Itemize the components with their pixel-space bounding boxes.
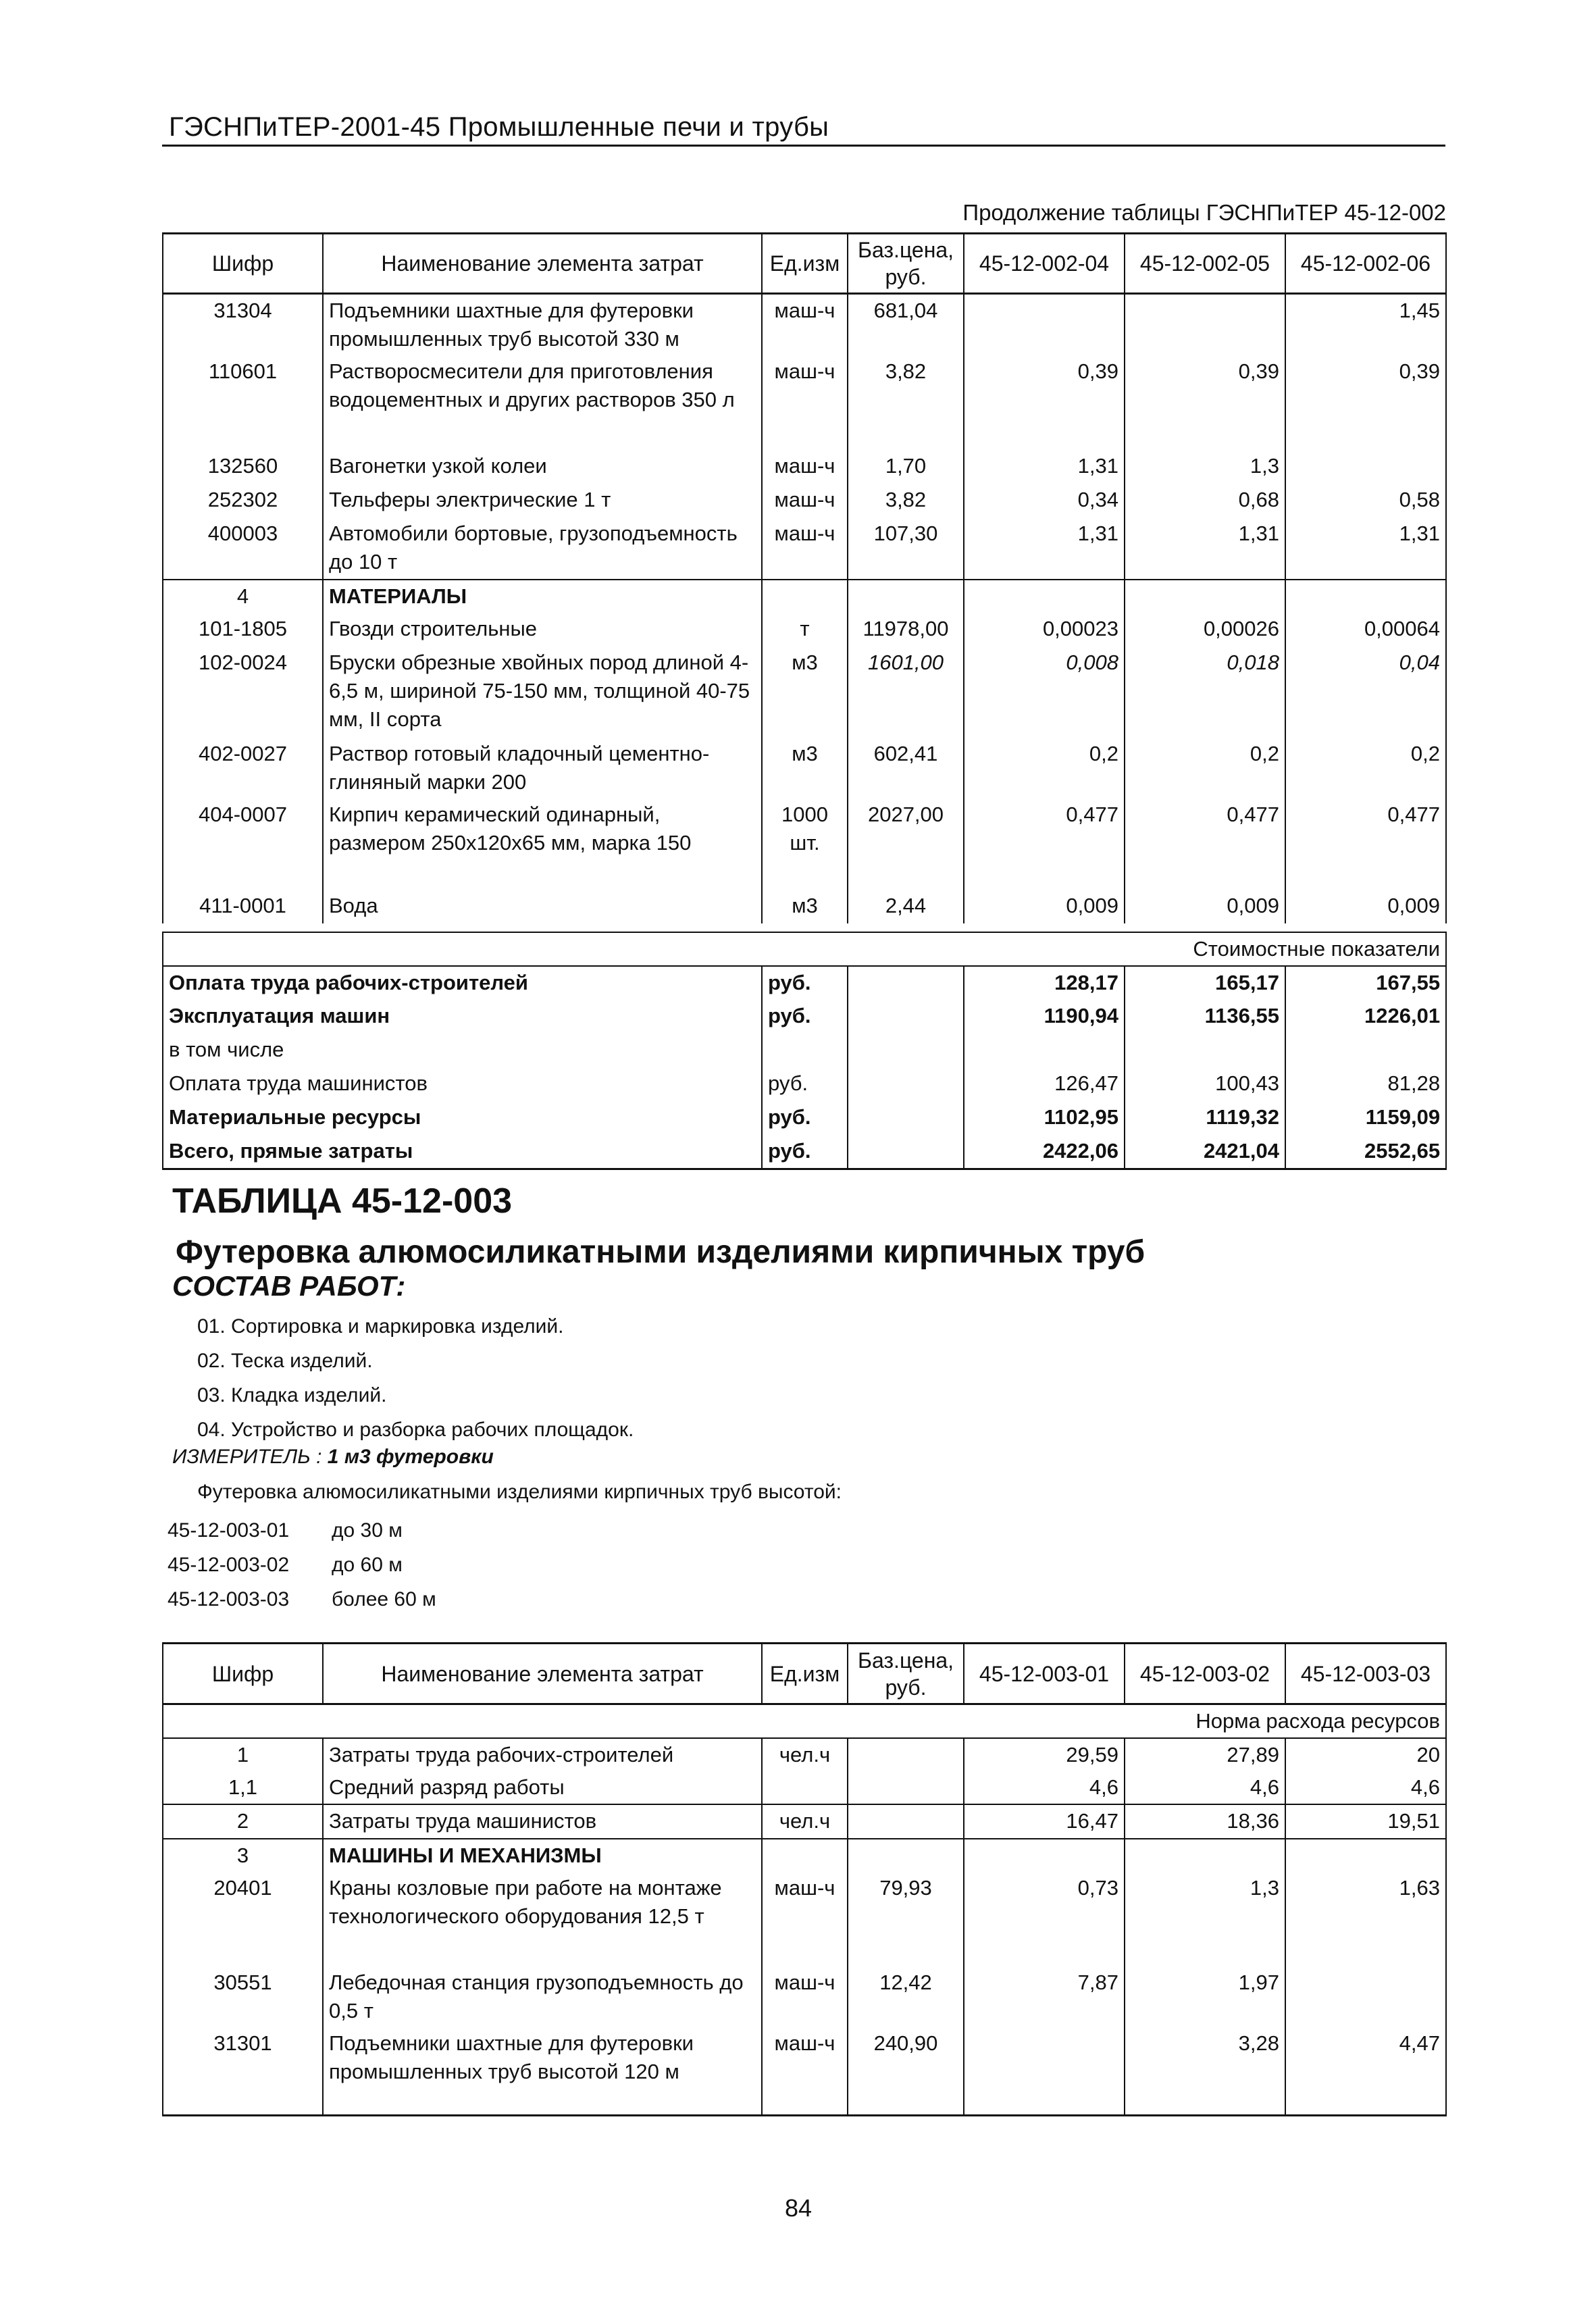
- table-row: [163, 798, 1446, 890]
- cell-value: [1285, 450, 1446, 484]
- column-header: Шифр: [163, 234, 323, 294]
- cell-price: [848, 1067, 964, 1101]
- cell-unit: т: [762, 613, 848, 646]
- cell-value: 1136,55: [1125, 1000, 1285, 1034]
- list-item: [168, 1582, 436, 1617]
- cell-value: 1,3: [1125, 1872, 1285, 1966]
- cell-price: 2,44: [848, 890, 964, 923]
- cell-name: Оплата труда машинистов: [163, 1067, 762, 1101]
- cell-code: 31304: [163, 294, 323, 356]
- cell-unit: [762, 1839, 848, 1872]
- table-row: [163, 1872, 1446, 1966]
- cell-unit: м3: [762, 738, 848, 798]
- cell-price: 3,82: [848, 484, 964, 517]
- table-row: [163, 1067, 1446, 1101]
- column-header: Ед.изм: [762, 234, 848, 294]
- cell-price: 2027,00: [848, 798, 964, 890]
- cell-code: 102-0024: [163, 646, 323, 738]
- cell-unit: [762, 1034, 848, 1067]
- cell-price: [848, 580, 964, 613]
- table-row: [163, 738, 1446, 798]
- cell-value: [1285, 1034, 1446, 1067]
- table-row: [163, 966, 1446, 1000]
- cell-code: 400003: [163, 517, 323, 579]
- cell-name: Вода: [323, 890, 762, 923]
- cell-unit: руб.: [762, 1101, 848, 1135]
- cell-unit: руб.: [762, 1067, 848, 1101]
- table-row: [163, 1771, 1446, 1804]
- cell-value: 19,51: [1285, 1804, 1446, 1838]
- cell-name: Подъемники шахтные для футеровки промышленных труб высотой 330 м: [323, 294, 762, 356]
- column-header: Наименование элемента затрат: [323, 234, 762, 294]
- table-row: [163, 1101, 1446, 1135]
- cell-name: Растворосмесители для приготовления водоцементных и других растворов 350 л: [323, 355, 762, 450]
- section-title: ТАБЛИЦА 45-12-003: [172, 1181, 513, 1221]
- cell-code: 110601: [163, 355, 323, 450]
- cell-value: 1,31: [964, 450, 1125, 484]
- cell-value: 0,008: [964, 646, 1125, 738]
- meter-label: ИЗМЕРИТЕЛЬ :: [172, 1446, 322, 1468]
- cell-code: 1: [163, 1738, 323, 1771]
- cell-value: 0,477: [1125, 798, 1285, 890]
- cell-value: [1125, 1034, 1285, 1067]
- code: 45-12-003-01: [168, 1519, 290, 1542]
- cell-value: [1125, 1839, 1285, 1872]
- cell-value: 0,00023: [964, 613, 1125, 646]
- table-section-row: [163, 580, 1446, 613]
- cell-value: 1,3: [1125, 450, 1285, 484]
- cell-code: 31301: [163, 2027, 323, 2115]
- cell-value: 0,73: [964, 1872, 1125, 1966]
- cell-price: 681,04: [848, 294, 964, 356]
- cell-value: 0,39: [964, 355, 1125, 450]
- cell-value: 4,6: [1285, 1771, 1446, 1804]
- cell-code: 20401: [163, 1872, 323, 1966]
- table-row: [163, 646, 1446, 738]
- cell-name: Краны козловые при работе на монтаже технологического оборудования 12,5 т: [323, 1872, 762, 1966]
- intro-text: Футеровка алюмосиликатными изделиями кирпичных труб высотой:: [197, 1481, 842, 1503]
- cell-value: 0,39: [1125, 355, 1285, 450]
- cell-price: 12,42: [848, 1966, 964, 2027]
- cell-unit: маш-ч: [762, 2027, 848, 2115]
- cell-value: 0,39: [1285, 355, 1446, 450]
- table-row: [163, 517, 1446, 579]
- cell-unit: руб.: [762, 966, 848, 1000]
- table-row: [163, 613, 1446, 646]
- cell-value: 1119,32: [1125, 1101, 1285, 1135]
- cell-unit: чел.ч: [762, 1738, 848, 1771]
- cell-code: 402-0027: [163, 738, 323, 798]
- cell-value: 1,63: [1285, 1872, 1446, 1966]
- cell-value: 0,018: [1125, 646, 1285, 738]
- cell-value: 100,43: [1125, 1067, 1285, 1101]
- cell-code: 2: [163, 1804, 323, 1838]
- cell-unit: маш-ч: [762, 294, 848, 356]
- table-row: [163, 2027, 1446, 2115]
- cell-name: Материальные ресурсы: [163, 1101, 762, 1135]
- cell-code: 411-0001: [163, 890, 323, 923]
- cell-value: [1125, 580, 1285, 613]
- cell-unit: м3: [762, 890, 848, 923]
- running-head: ГЭСНПиТЕР-2001-45 Промышленные печи и трубы: [169, 112, 829, 142]
- cell-code: 101-1805: [163, 613, 323, 646]
- column-header: 45-12-002-04: [964, 234, 1125, 294]
- cell-unit: маш-ч: [762, 1872, 848, 1966]
- resource-table-45-12-002: [162, 232, 1447, 923]
- cost-band-label: Стоимостные показатели: [163, 932, 1446, 966]
- cell-price: [848, 1135, 964, 1169]
- table-row: [163, 890, 1446, 923]
- works-heading: СОСТАВ РАБОТ:: [172, 1270, 406, 1302]
- cell-value: 0,009: [964, 890, 1125, 923]
- list-item: 03. Кладка изделий.: [197, 1384, 387, 1406]
- cell-value: [1285, 1839, 1446, 1872]
- column-header: Наименование элемента затрат: [323, 1644, 762, 1704]
- section-subtitle: Футеровка алюмосиликатными изделиями кирпичных труб: [176, 1234, 1145, 1270]
- cell-name: Оплата труда рабочих-строителей: [163, 966, 762, 1000]
- cell-value: [964, 1034, 1125, 1067]
- cell-name: Затраты труда машинистов: [323, 1804, 762, 1838]
- cell-value: 27,89: [1125, 1738, 1285, 1771]
- list-item: 01. Сортировка и маркировка изделий.: [197, 1315, 564, 1338]
- table-row: [163, 294, 1446, 356]
- table-row: [163, 1034, 1446, 1067]
- cell-unit: чел.ч: [762, 1804, 848, 1838]
- column-header: 45-12-002-06: [1285, 234, 1446, 294]
- cell-value: 0,34: [964, 484, 1125, 517]
- cell-name: Эксплуатация машин: [163, 1000, 762, 1034]
- cell-price: [848, 1738, 964, 1771]
- code-desc: более 60 м: [332, 1588, 436, 1610]
- cell-value: 128,17: [964, 966, 1125, 1000]
- cell-value: 0,00064: [1285, 613, 1446, 646]
- cell-value: 1102,95: [964, 1101, 1125, 1135]
- header-rule: [162, 145, 1445, 147]
- cell-price: 11978,00: [848, 613, 964, 646]
- column-header: 45-12-003-01: [964, 1644, 1125, 1704]
- cell-value: 4,6: [1125, 1771, 1285, 1804]
- table-row: [163, 1966, 1446, 2027]
- cell-value: 1,31: [964, 517, 1125, 579]
- cell-value: [964, 2027, 1125, 2115]
- cell-value: 0,009: [1285, 890, 1446, 923]
- cell-code: 3: [163, 1839, 323, 1872]
- section-heading-materials: МАТЕРИАЛЫ: [323, 580, 762, 613]
- cell-name: Подъемники шахтные для футеровки промышленных труб высотой 120 м: [323, 2027, 762, 2115]
- table-row: [163, 355, 1446, 450]
- table-row: [163, 484, 1446, 517]
- cell-code: 252302: [163, 484, 323, 517]
- cell-price: 240,90: [848, 2027, 964, 2115]
- norm-band-label: Норма расхода ресурсов: [163, 1704, 1446, 1739]
- norm-band-row: [163, 1704, 1446, 1739]
- cell-value: 0,58: [1285, 484, 1446, 517]
- meter-line: [172, 1446, 494, 1469]
- cell-name: Затраты труда рабочих-строителей: [323, 1738, 762, 1771]
- list-item: [168, 1548, 436, 1582]
- cell-value: [1285, 1966, 1446, 2027]
- cell-value: 16,47: [964, 1804, 1125, 1838]
- code-list: [168, 1513, 436, 1617]
- cell-value: [964, 1839, 1125, 1872]
- cell-name: Всего, прямые затраты: [163, 1135, 762, 1169]
- cell-value: 1190,94: [964, 1000, 1125, 1034]
- cell-unit: [762, 1771, 848, 1804]
- cell-price: 79,93: [848, 1872, 964, 1966]
- cell-value: 29,59: [964, 1738, 1125, 1771]
- cell-unit: м3: [762, 646, 848, 738]
- cell-unit: маш-ч: [762, 517, 848, 579]
- table-row: [163, 1135, 1446, 1169]
- cell-value: 81,28: [1285, 1067, 1446, 1101]
- cell-unit: руб.: [762, 1000, 848, 1034]
- cell-value: 0,477: [1285, 798, 1446, 890]
- continuation-note: Продолжение таблицы ГЭСНПиТЕР 45-12-002: [962, 200, 1446, 225]
- cell-value: 18,36: [1125, 1804, 1285, 1838]
- cell-value: 4,6: [964, 1771, 1125, 1804]
- cell-name: Тельферы электрические 1 т: [323, 484, 762, 517]
- table-header-row: [163, 1644, 1446, 1704]
- cell-name: Автомобили бортовые, грузоподъемность до 10 т: [323, 517, 762, 579]
- cell-price: [848, 1101, 964, 1135]
- cell-value: 0,04: [1285, 646, 1446, 738]
- cell-price: [848, 1839, 964, 1872]
- cell-value: 7,87: [964, 1966, 1125, 2027]
- cell-value: 1159,09: [1285, 1101, 1446, 1135]
- cell-value: 1226,01: [1285, 1000, 1446, 1034]
- table-row: [163, 1804, 1446, 1838]
- cell-price: [848, 966, 964, 1000]
- cell-unit: маш-ч: [762, 1966, 848, 2027]
- cell-value: 2422,06: [964, 1135, 1125, 1169]
- column-header: Баз.цена, руб.: [848, 234, 964, 294]
- cell-price: [848, 1000, 964, 1034]
- cell-value: [964, 580, 1125, 613]
- cell-value: 0,68: [1125, 484, 1285, 517]
- cell-price: 107,30: [848, 517, 964, 579]
- cell-unit: маш-ч: [762, 484, 848, 517]
- cell-value: 4,47: [1285, 2027, 1446, 2115]
- cell-value: 2552,65: [1285, 1135, 1446, 1169]
- cell-unit: маш-ч: [762, 450, 848, 484]
- cell-name: Средний разряд работы: [323, 1771, 762, 1804]
- cell-name: Кирпич керамический одинарный, размером 250х120х65 мм, марка 150: [323, 798, 762, 890]
- code-desc: до 30 м: [332, 1519, 403, 1542]
- cost-indicators-table: [162, 932, 1447, 1170]
- table-section-row: [163, 1839, 1446, 1872]
- cell-name: Раствор готовый кладочный цементно-глиняный марки 200: [323, 738, 762, 798]
- list-item: [168, 1513, 436, 1548]
- cell-value: 1,45: [1285, 294, 1446, 356]
- cell-value: 1,97: [1125, 1966, 1285, 2027]
- cell-price: [848, 1771, 964, 1804]
- cell-code: 4: [163, 580, 323, 613]
- column-header: 45-12-002-05: [1125, 234, 1285, 294]
- cell-value: 0,009: [1125, 890, 1285, 923]
- cell-unit: 1000 шт.: [762, 798, 848, 890]
- cell-code: 132560: [163, 450, 323, 484]
- column-header: Ед.изм: [762, 1644, 848, 1704]
- cell-value: 167,55: [1285, 966, 1446, 1000]
- cell-price: [848, 1034, 964, 1067]
- cell-name: в том числе: [163, 1034, 762, 1067]
- table-header-row: [163, 234, 1446, 294]
- cell-unit: руб.: [762, 1135, 848, 1169]
- cell-value: 165,17: [1125, 966, 1285, 1000]
- cost-band-row: [163, 932, 1446, 966]
- cell-value: 1,31: [1285, 517, 1446, 579]
- cell-price: 1601,00: [848, 646, 964, 738]
- code: 45-12-003-02: [168, 1554, 290, 1576]
- column-header: Шифр: [163, 1644, 323, 1704]
- table-row: [163, 1738, 1446, 1771]
- cell-name: Вагонетки узкой колеи: [323, 450, 762, 484]
- list-item: 04. Устройство и разборка рабочих площадок.: [197, 1419, 634, 1441]
- cell-unit: [762, 580, 848, 613]
- column-header: Баз.цена, руб.: [848, 1644, 964, 1704]
- cell-value: 3,28: [1125, 2027, 1285, 2115]
- meter-value: 1 м3 футеровки: [327, 1446, 494, 1468]
- table-row: [163, 1000, 1446, 1034]
- resource-table-45-12-003: [162, 1642, 1447, 2116]
- cell-code: 30551: [163, 1966, 323, 2027]
- code: 45-12-003-03: [168, 1588, 290, 1610]
- code-desc: до 60 м: [332, 1554, 403, 1576]
- cell-code: 1,1: [163, 1771, 323, 1804]
- cell-price: 3,82: [848, 355, 964, 450]
- cell-name: Бруски обрезные хвойных пород длиной 4-6,5 м, шириной 75-150 мм, толщиной 40-75 мм, II сорта: [323, 646, 762, 738]
- cell-name: Гвозди строительные: [323, 613, 762, 646]
- cell-name: Лебедочная станция грузоподъемность до 0,5 т: [323, 1966, 762, 2027]
- cell-value: 20: [1285, 1738, 1446, 1771]
- column-header: 45-12-003-03: [1285, 1644, 1446, 1704]
- page-number: 84: [784, 2194, 813, 2222]
- cell-value: 0,477: [964, 798, 1125, 890]
- cell-value: 0,2: [1285, 738, 1446, 798]
- works-list: [197, 1309, 634, 1447]
- cell-price: 1,70: [848, 450, 964, 484]
- cell-value: [964, 294, 1125, 356]
- list-item: 02. Теска изделий.: [197, 1350, 373, 1372]
- section-heading-machines: МАШИНЫ И МЕХАНИЗМЫ: [323, 1839, 762, 1872]
- cell-value: 0,2: [964, 738, 1125, 798]
- cell-price: [848, 1804, 964, 1838]
- cell-value: 0,2: [1125, 738, 1285, 798]
- cell-value: 2421,04: [1125, 1135, 1285, 1169]
- cell-unit: маш-ч: [762, 355, 848, 450]
- cell-value: 126,47: [964, 1067, 1125, 1101]
- cell-value: [1125, 294, 1285, 356]
- table-row: [163, 450, 1446, 484]
- cell-price: 602,41: [848, 738, 964, 798]
- cell-value: 1,31: [1125, 517, 1285, 579]
- column-header: 45-12-003-02: [1125, 1644, 1285, 1704]
- cell-code: 404-0007: [163, 798, 323, 890]
- cell-value: 0,00026: [1125, 613, 1285, 646]
- cell-value: [1285, 580, 1446, 613]
